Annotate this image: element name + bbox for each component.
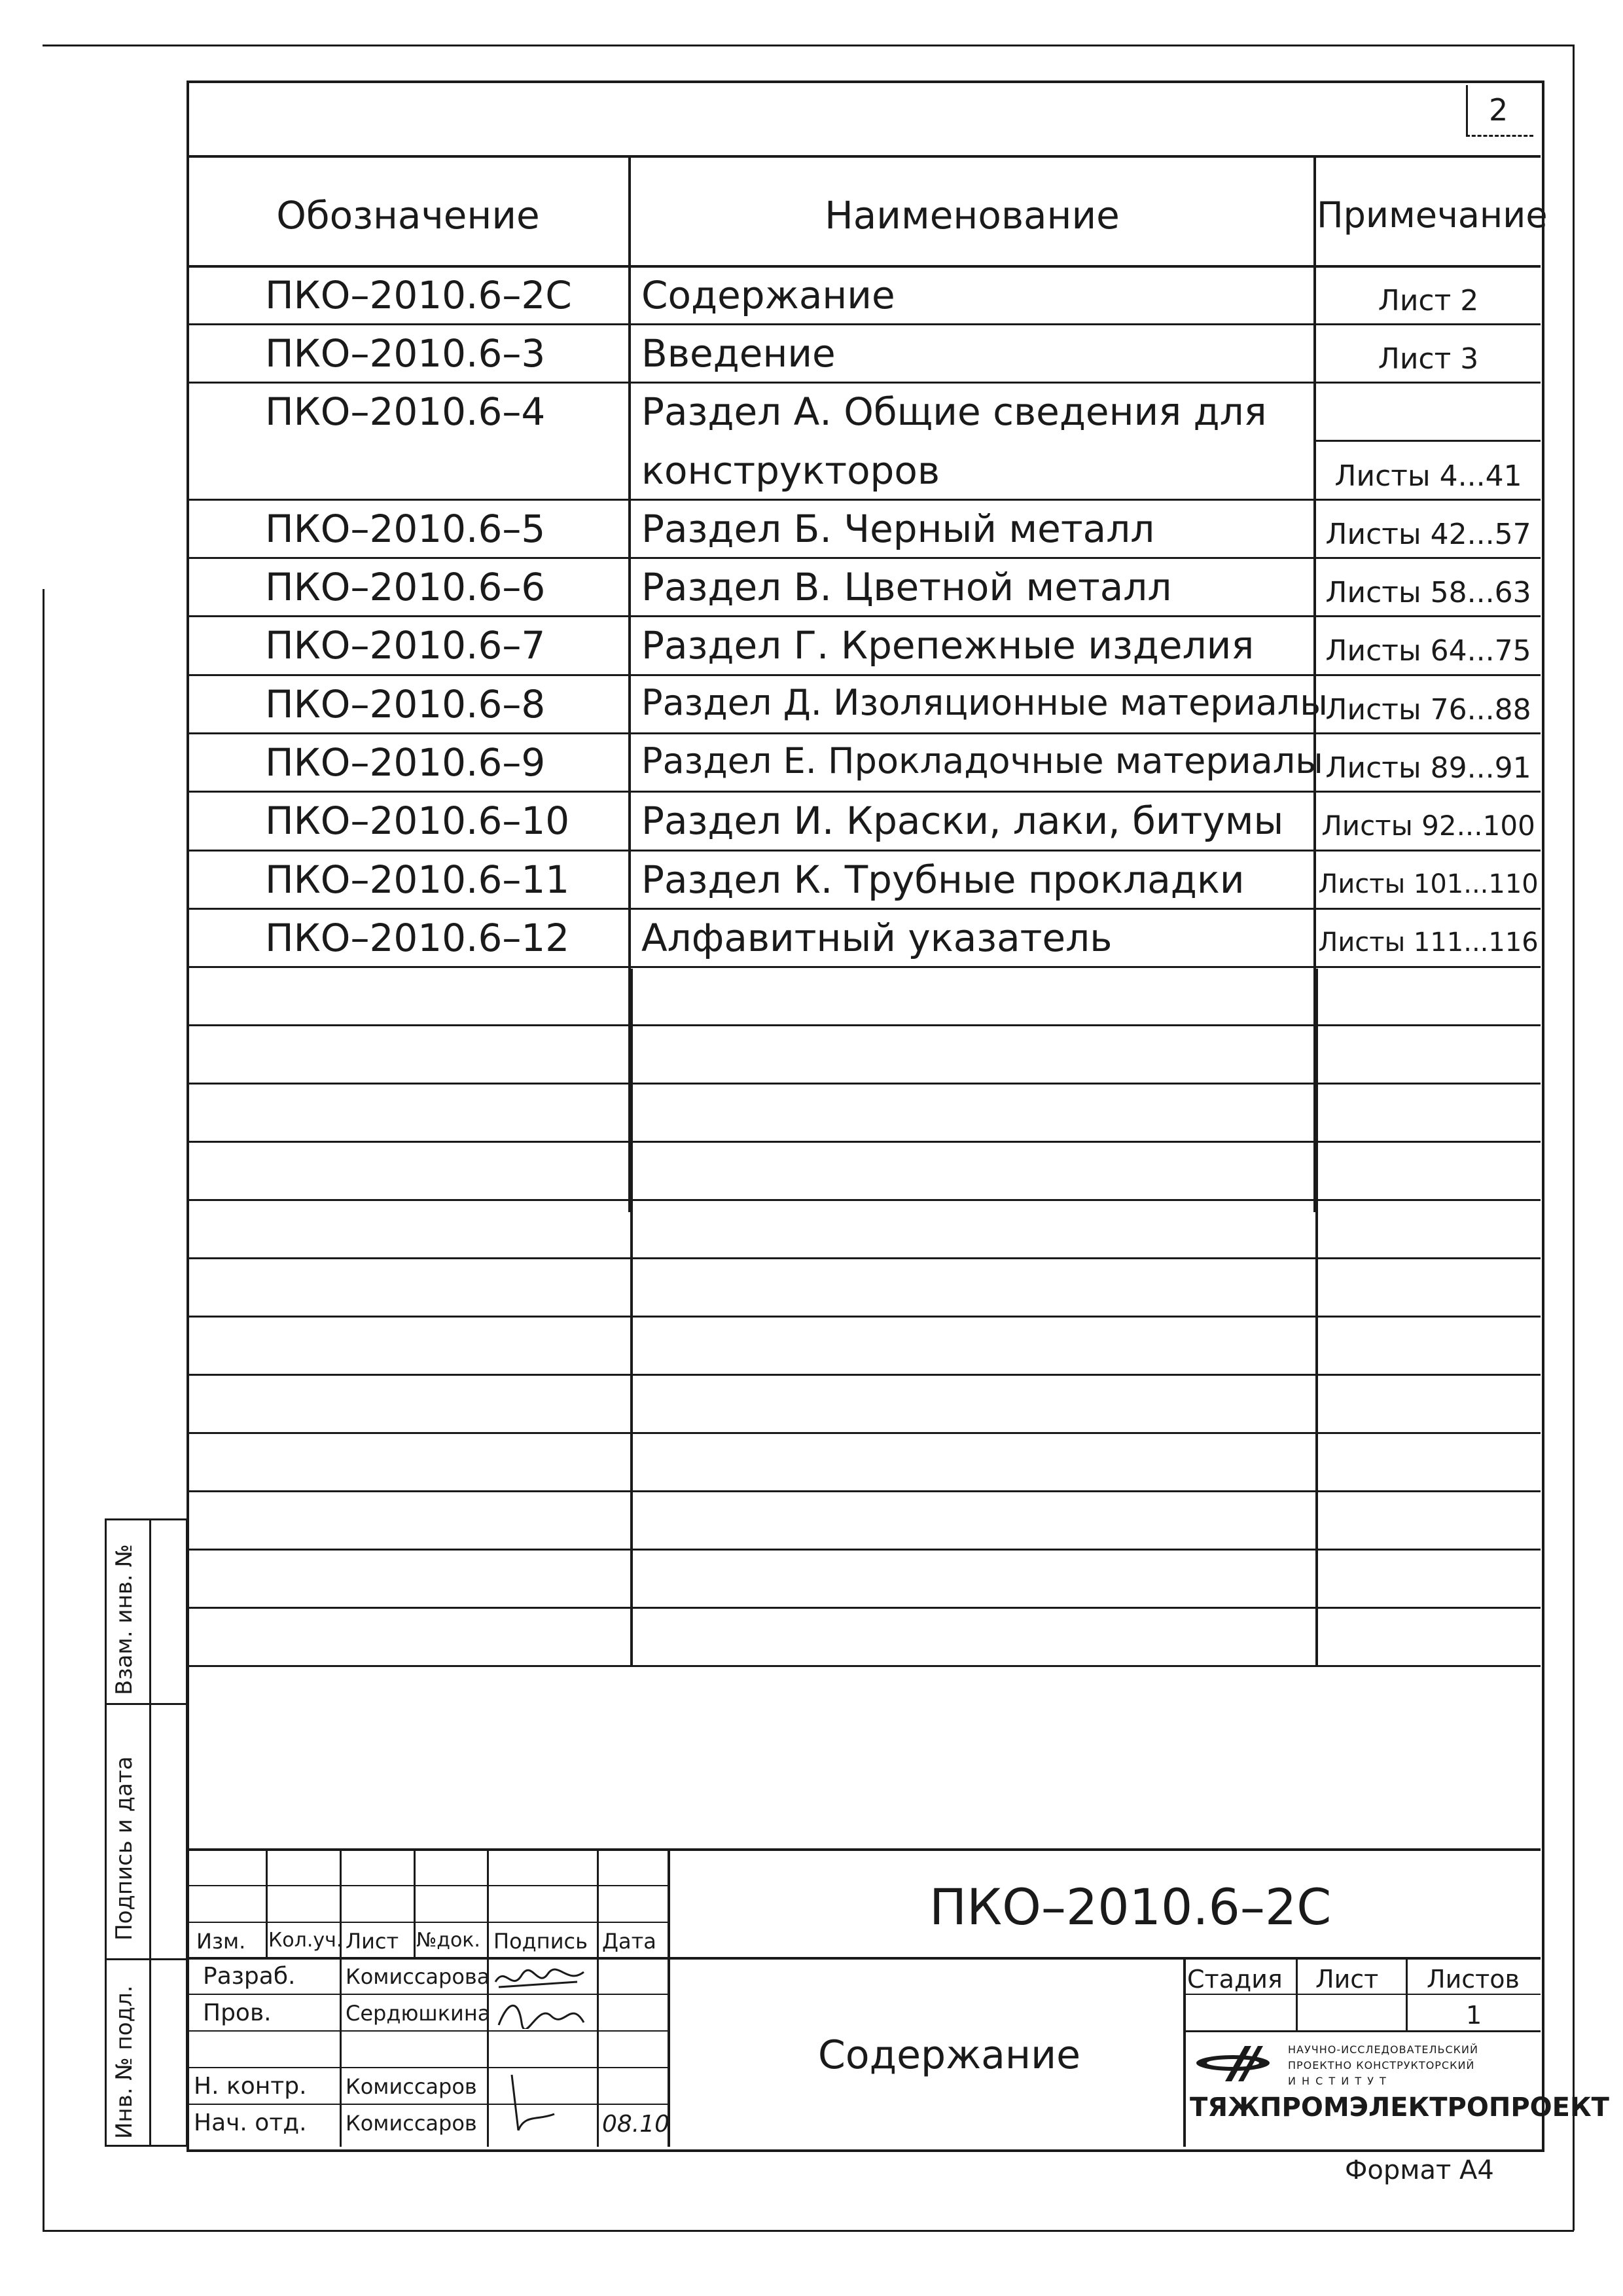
row-designation: ПКО–2010.6–6 — [265, 565, 546, 609]
tb-col-date: Дата — [602, 1929, 656, 1954]
tb-col-line — [487, 1848, 489, 2147]
row-line — [188, 732, 1541, 734]
tb-col-koluch: Кол.уч. — [268, 1929, 343, 1952]
row-line — [188, 382, 1541, 384]
row-name: Раздел Б. Черный металл — [641, 507, 1155, 551]
row-line — [188, 557, 1541, 559]
organization-logo-icon — [1192, 2042, 1284, 2088]
tb-sheet-label: Лист — [1315, 1965, 1379, 1994]
row-name: конструкторов — [641, 448, 940, 493]
row-note: Листы 89...91 — [1325, 751, 1531, 785]
row-line — [188, 1024, 1541, 1026]
tb-person: Комиссарова — [346, 1964, 490, 1989]
tb-role: Н. контр. — [194, 2073, 307, 2100]
header-designation: Обозначение — [276, 193, 540, 238]
tb-sheets-value: 1 — [1466, 2001, 1482, 2030]
row-line — [188, 791, 1541, 793]
row-name: Содержание — [641, 273, 895, 317]
tb-col-line — [597, 1848, 599, 2147]
tb-left-column-edge — [668, 1848, 670, 2147]
tb-row-line — [188, 2030, 668, 2032]
row-line — [188, 615, 1541, 617]
page-right-line — [1573, 45, 1575, 2231]
row-line — [188, 499, 1541, 501]
row-designation: ПКО–2010.6–8 — [265, 682, 546, 726]
signature-icon — [492, 2068, 590, 2140]
col-line-2b — [1315, 969, 1318, 1667]
document-code: ПКО–2010.6–2С — [929, 1878, 1332, 1936]
page-bottom-line — [43, 2230, 1574, 2232]
tb-col-list: Лист — [346, 1929, 399, 1954]
tb-col-sign: Подпись — [493, 1929, 588, 1954]
tb-sheets-label: Листов — [1427, 1965, 1520, 1994]
row-line — [1313, 440, 1541, 442]
row-note: Листы 111...116 — [1318, 927, 1539, 958]
tb-role: Разраб. — [203, 1963, 296, 1990]
tb-row-line — [188, 2067, 668, 2068]
tb-col-ndok: №док. — [416, 1929, 480, 1952]
row-name: Алфавитный указатель — [641, 916, 1113, 960]
header-note: Примечание — [1317, 194, 1548, 236]
row-name: Раздел А. Общие сведения для — [641, 389, 1267, 434]
row-line — [188, 966, 1541, 968]
tb-row-line — [188, 1885, 668, 1886]
sheet-number: 2 — [1489, 92, 1508, 128]
tb-col-izm: Изм. — [196, 1929, 246, 1954]
org-name: ТЯЖПРОМЭЛЕКТРОПРОЕКТ — [1190, 2092, 1609, 2123]
row-note: Листы 64...75 — [1325, 634, 1531, 668]
row-line — [188, 1199, 1541, 1201]
row-name: Раздел В. Цветной металл — [641, 565, 1172, 609]
tb-person: Сердюшкина — [346, 2001, 491, 2026]
tb-row-line — [188, 2104, 668, 2105]
format-label: Формат А4 — [1345, 2155, 1494, 2185]
org-line-1: НАУЧНО-ИССЛЕДОВАТЕЛЬСКИЙ — [1288, 2043, 1478, 2056]
page-left-line — [43, 589, 45, 2232]
tb-stage-line — [1183, 1994, 1541, 1995]
tb-stage-line — [1183, 2030, 1541, 2032]
row-name: Введение — [641, 331, 836, 376]
row-line — [188, 1316, 1541, 1318]
side-stamp-inner — [149, 1518, 151, 2147]
row-designation: ПКО–2010.6–4 — [265, 389, 546, 434]
row-name: Раздел И. Краски, лаки, битумы — [641, 798, 1284, 843]
col-line-1b — [630, 969, 633, 1667]
row-note: Листы 76...88 — [1325, 693, 1531, 726]
signature-icon — [492, 1962, 590, 1995]
row-name: Раздел Г. Крепежные изделия — [641, 623, 1255, 668]
row-line — [188, 1374, 1541, 1376]
side-stamp-line-1 — [105, 1703, 188, 1705]
row-designation: ПКО–2010.6–9 — [265, 740, 546, 785]
page-top-line — [43, 45, 1574, 46]
row-designation: ПКО–2010.6–7 — [265, 623, 546, 668]
tb-date: 08.10 — [602, 2111, 670, 2138]
document-title: Содержание — [818, 2032, 1081, 2078]
row-line — [188, 908, 1541, 910]
org-line-3: И Н С Т И Т У Т — [1288, 2075, 1387, 2087]
row-note: Листы 92...100 — [1321, 810, 1535, 842]
tb-col-line — [266, 1848, 268, 1960]
row-line — [188, 1607, 1541, 1609]
tb-person: Комиссаров — [346, 2074, 477, 2099]
tb-role: Пров. — [203, 2000, 272, 2026]
row-line — [188, 1432, 1541, 1434]
row-name: Раздел Д. Изоляционные материалы — [641, 682, 1328, 723]
row-name: Раздел К. Трубные прокладки — [641, 857, 1245, 902]
row-note: Листы 101...110 — [1318, 869, 1539, 899]
tb-stage-left — [1183, 1957, 1186, 2147]
tb-row-line — [188, 1922, 668, 1923]
tb-stage-label: Стадия — [1187, 1965, 1283, 1994]
tb-stage-col — [1406, 1957, 1408, 2030]
header-name: Наименование — [825, 193, 1120, 238]
row-line — [188, 323, 1541, 325]
row-note: Листы 4...41 — [1334, 459, 1522, 493]
signature-icon — [492, 1996, 590, 2029]
tb-col-line — [414, 1848, 416, 1960]
header-bottom-line — [188, 265, 1541, 268]
row-designation: ПКО–2010.6–3 — [265, 331, 546, 376]
side-stamp-divider — [105, 1518, 107, 2147]
row-designation: ПКО–2010.6–5 — [265, 507, 546, 551]
row-line — [188, 674, 1541, 676]
row-line — [188, 1083, 1541, 1085]
row-line — [188, 850, 1541, 852]
side-stamp-sign-date: Подпись и дата — [111, 1756, 137, 1941]
row-designation: ПКО–2010.6–10 — [265, 798, 570, 843]
row-name: Раздел Е. Прокладочные материалы — [641, 740, 1323, 781]
tb-row-line — [188, 1994, 668, 1995]
row-note: Лист 3 — [1378, 342, 1479, 376]
row-line — [188, 1141, 1541, 1143]
tb-code-bottom — [188, 1957, 1541, 1960]
row-line — [188, 1665, 1541, 1667]
row-designation: ПКО–2010.6–12 — [265, 916, 570, 960]
side-stamp-line-2 — [105, 1958, 188, 1960]
org-line-2: ПРОЕКТНО КОНСТРУКТОРСКИЙ — [1288, 2059, 1475, 2072]
row-line — [188, 1257, 1541, 1259]
row-line — [188, 1549, 1541, 1551]
row-note: Листы 42...57 — [1325, 518, 1531, 551]
side-stamp-inv-replace: Взам. инв. № — [111, 1544, 137, 1695]
side-stamp-inv-orig: Инв. № подл. — [111, 1985, 137, 2139]
row-line — [188, 1490, 1541, 1492]
header-top-line — [188, 155, 1541, 158]
tb-role: Нач. отд. — [194, 2109, 307, 2136]
row-note: Лист 2 — [1378, 284, 1479, 317]
row-designation: ПКО–2010.6–2С — [265, 273, 572, 317]
row-designation: ПКО–2010.6–11 — [265, 857, 570, 902]
tb-stage-col — [1296, 1957, 1298, 2030]
tb-person: Комиссаров — [346, 2111, 477, 2136]
tb-col-line — [340, 1957, 342, 2147]
row-note: Листы 58...63 — [1325, 576, 1531, 609]
